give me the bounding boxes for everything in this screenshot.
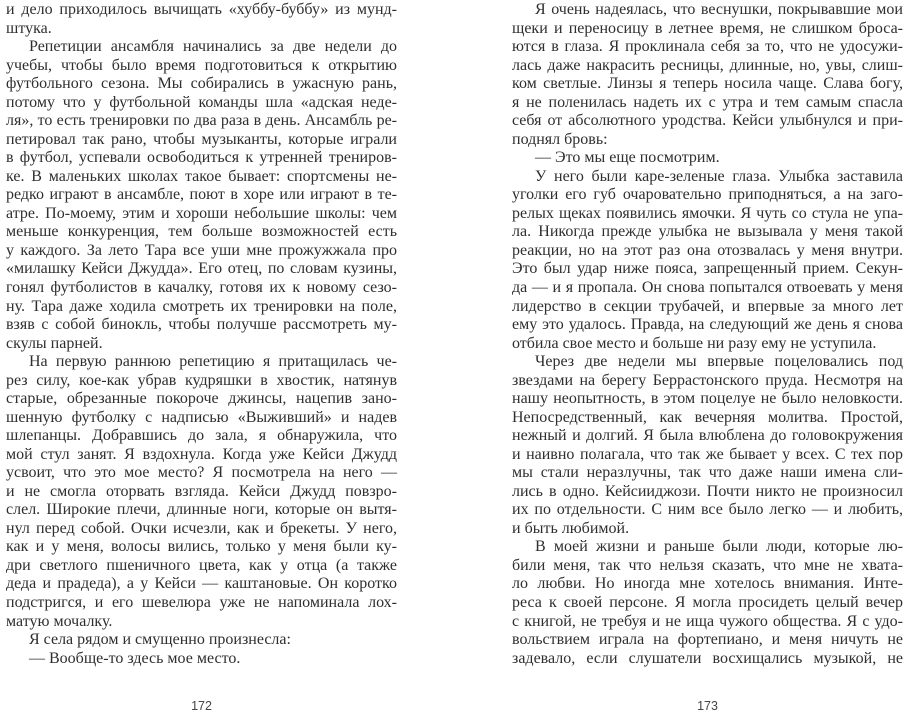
text-line: мы стали неразлучны, так что даже наши имена сли-: [512, 464, 903, 482]
page-text: [6, 1, 397, 668]
text-line: — Это мы еще посмотрим.: [535, 149, 720, 167]
page-number: 172: [191, 699, 212, 713]
text-line: ну. Тара даже ходила смотреть их тренировки на поле,: [6, 297, 397, 315]
paragraph: [512, 168, 903, 353]
text-line: вольствием играла на фортепиано, и меня ничуть не: [512, 631, 903, 649]
paragraph: [512, 149, 903, 168]
text-line: били меня, так что нельзя сказать, что мне не хвата-: [512, 556, 903, 574]
page-text: [512, 1, 903, 668]
text-line: мой стул занят. Я вздохнула. Когда уже Кейси Джудд: [6, 445, 397, 463]
text-line: нежный и долгий. Я была влюблена до головокружения: [512, 427, 903, 445]
text-line: атре. По-моему, этим и хороши небольшие школы: чем: [6, 204, 397, 222]
text-line: их по отдельности. С ним все было легко — и любить,: [512, 501, 903, 519]
text-line: лись в одно. Кейсииджози. Почти никто не произносил: [512, 482, 903, 500]
text-line: — Вообще-то здесь мое место.: [29, 649, 241, 667]
text-line: у каждого. За лето Тара все уши мне прожужжала про: [6, 241, 397, 259]
text-line: уголки его губ очаровательно приподняться, а на заго-: [512, 186, 903, 204]
paragraph: [6, 650, 397, 669]
text-line: звездами на берегу Беррастонского пруда. Несмотря на: [512, 371, 903, 389]
text-line: редко играют в ансамбле, поют в хоре или играют в те-: [6, 186, 397, 204]
paragraph: [512, 1, 903, 149]
text-line: ему это удалось. Правда, на следующий же день я снова: [512, 316, 903, 334]
text-line: Репетиции ансамбля начинались за две недели до: [29, 38, 397, 56]
text-line: реакции, но на этот раз она отозвалась у меня внутри.: [512, 241, 903, 259]
text-line: ются в глаза. Я проклинала себя за то, что не удосужи-: [512, 38, 903, 56]
text-line: я не поленилась надеть их с утра и тем самым спасла: [512, 93, 903, 111]
right-page: [512, 0, 903, 718]
paragraph: [6, 631, 397, 650]
page-number: 173: [697, 699, 718, 713]
text-line: шенную футболку с надписью «Выживший» и надев: [6, 408, 397, 426]
text-line: скулы парней.: [6, 334, 103, 352]
text-line: гонял футболистов в качалку, готовя их к новому сезо-: [6, 278, 397, 296]
text-line: Непосредственный, как вечерняя молитва. Простой,: [512, 408, 903, 426]
text-line: ла. Никогда прежде улыбка не вызывала у меня такой: [512, 223, 903, 241]
text-line: подстригся, и его шевелюра уже не напоминала лох-: [6, 594, 397, 611]
text-line: У него были каре-зеленые глаза. Улыбка заставила: [535, 167, 903, 185]
paragraph: [6, 1, 397, 38]
text-line: ке. В маленьких школах такое бывает: спортсмены не-: [6, 167, 397, 185]
left-page: [6, 0, 397, 718]
text-line: футбольного сезона. Мы собирались в ужасную рань,: [6, 75, 397, 93]
text-line: щеки и переносицу в летнее время, не слишком броса-: [512, 19, 903, 37]
text-line: Это был удар ниже пояса, запрещенный прием. Секун-: [512, 260, 903, 278]
text-line: да — и я пропала. Он снова попытался отвоевать у меня: [512, 278, 903, 296]
text-line: старые, обрезанные покороче джинсы, нацепив зано-: [6, 390, 397, 408]
text-line: себя от абсолютного уродства. Кейси улыбнулся и при-: [512, 112, 903, 130]
text-line: матую мочалку.: [6, 612, 113, 630]
text-line: Я очень надеялась, что веснушки, покрывавшие мои: [535, 1, 903, 18]
text-line: лидерство в секции трубачей, и впервые за много лет: [512, 297, 903, 315]
text-line: поднял бровь:: [512, 130, 608, 148]
text-line: лась даже накрасить ресницы, длинные, но, увы, слиш-: [512, 56, 903, 74]
text-line: Через две недели мы впервые поцеловались под: [535, 353, 903, 371]
text-line: отбила свое место и больше ни разу ему не уступила.: [512, 334, 877, 352]
text-line: с книгой, не требуя и не ища чужого общества. Я с удо-: [512, 612, 903, 630]
text-line: реса к своей персоне. Я могла просидеть целый вечер: [512, 594, 903, 611]
paragraph: [6, 38, 397, 353]
text-line: В моей жизни и раньше были люди, которые лю-: [535, 538, 903, 556]
text-line: потому что у футбольной команды шла «адская неде-: [6, 93, 397, 111]
text-line: ло любви. Но иногда мне хотелось внимания. Инте-: [512, 575, 903, 593]
text-line: петировал так рано, чтобы музыканты, которые играли: [6, 130, 397, 148]
text-line: нашу неопытность, в этом поцелуе не было неловкости.: [512, 390, 903, 408]
text-line: слел. Широкие плечи, длинные ноги, которые он вытя-: [6, 501, 397, 519]
text-line: как и у меня, волосы вились, только у меня были ку-: [6, 538, 397, 556]
text-line: штука.: [6, 19, 52, 37]
paragraph: [6, 353, 397, 631]
text-line: «милашку Кейси Джудда». Его отец, по словам кузины,: [6, 260, 397, 278]
text-line: шлепанцы. Добравшись до зала, я обнаружила, что: [6, 427, 397, 445]
text-line: ля», то есть тренировки по два раза в день. Ансамбль ре-: [6, 112, 397, 130]
paragraph: [512, 538, 903, 668]
text-line: задевало, если слушатели восхищались музыкой, не: [512, 649, 903, 667]
text-line: усвоит, что это мое место? Я посмотрела на него —: [6, 464, 397, 482]
text-line: и не смогла оторвать взгляда. Кейси Джудд повзро-: [6, 482, 397, 500]
text-line: учебы, чтобы было время подготовиться к открытию: [6, 56, 397, 74]
text-line: в футбол, успевали освободиться к утренней трениров-: [6, 149, 397, 167]
text-line: и наивно полагала, что так же бывает у всех. С тех пор: [512, 445, 903, 463]
text-line: и быть любимой.: [512, 519, 630, 537]
text-line: деда и прадеда), а у Кейси — каштановые. Он коротко: [6, 575, 397, 593]
paragraph: [512, 353, 903, 538]
text-line: и дело приходилось вычищать «хуббу-буббу» из мунд-: [6, 1, 397, 18]
text-line: релых щеках появились ямочки. Я чуть со стула не упа-: [512, 204, 903, 222]
text-line: рез силу, кое-как убрав кудряшки в хвостик, натянув: [6, 371, 397, 389]
text-line: Я села рядом и смущенно произнесла:: [29, 631, 291, 649]
text-line: взяв с собой бинокль, чтобы получше рассмотреть му-: [6, 316, 397, 334]
text-line: дри светлого пшеничного цвета, как у отца (а также: [6, 556, 397, 574]
text-line: нул перед собой. Очки исчезли, как и брекеты. У него,: [6, 519, 397, 537]
text-line: На первую раннюю репетицию я притащилась че-: [29, 353, 397, 371]
text-line: меньше конкуренция, тем больше возможностей есть: [6, 223, 397, 241]
text-line: ком светлые. Линзы я теперь носила чаще. Слава богу,: [512, 75, 903, 93]
